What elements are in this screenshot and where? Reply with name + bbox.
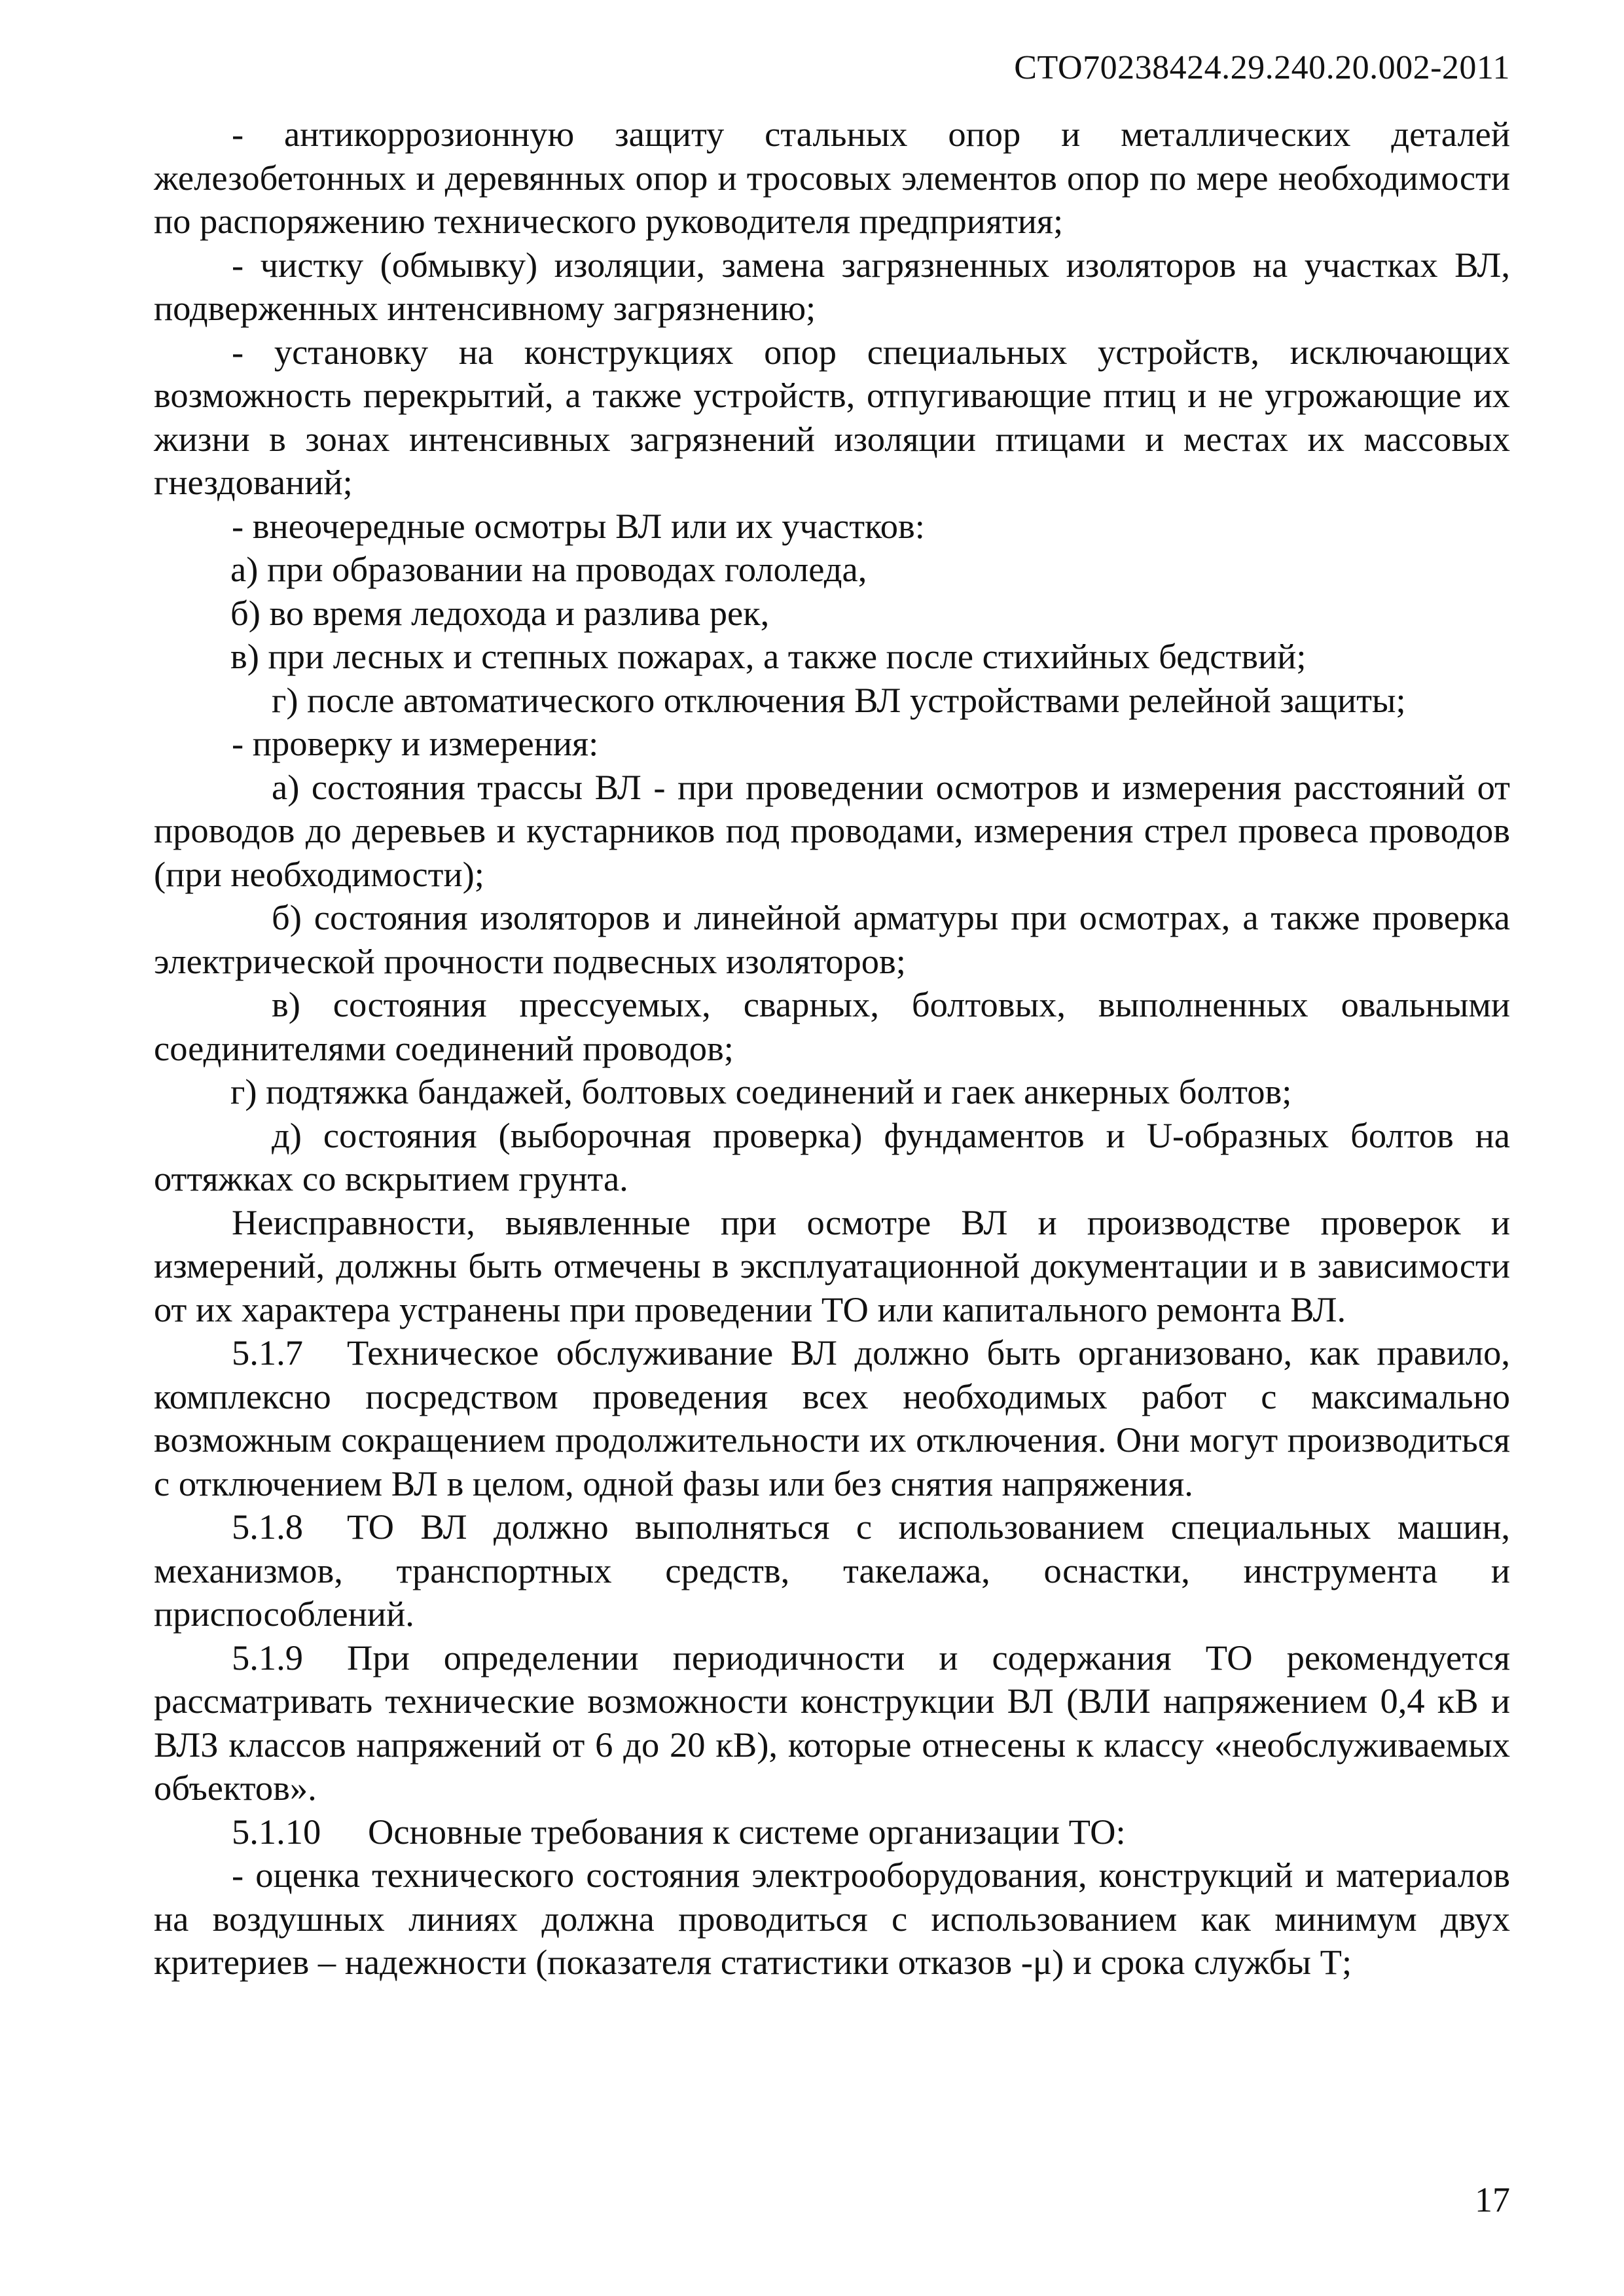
section-5-1-9 [154,1636,1510,1810]
section-text: ТО ВЛ должно выполняться с использованием специальных машин, механизмов, транспортных средств, такелажа, оснастки, инструмента и приспособлений. [154,1507,1510,1634]
paragraph-extra-inspections: - внеочередные осмотры ВЛ или их участков: [232,505,925,546]
list-item-a-route: а) состояния трассы ВЛ - при проведении осмотров и измерения расстояний от проводов до деревьев и кустарников под проводами, измерения стрел провеса проводов (при необходимости); [154,766,1510,894]
section-5-1-10 [154,1810,1510,1854]
page-number: 17 [1475,2180,1510,2219]
paragraph-anticorrosion: - антикоррозионную защиту стальных опор и металлических деталей железобетонных и деревянных опор и тросовых элементов опор по мере необходимости по распоряжению технического руководителя предприятия; [154,114,1510,241]
list-item-d-foundations: д) состояния (выборочная проверка) фундаментов и U-образных болтов на оттяжках со вскрытием грунта. [154,1115,1510,1198]
section-text: Техническое обслуживание ВЛ должно быть организовано, как правило, комплексно посредством проведения всех необходимых работ с максимально возможным сокращением продолжительности их отключения. Они могут производиться с отключением ВЛ в целом, одной фазы или без снятия напряжения. [154,1333,1510,1503]
paragraph-faults: Неисправности, выявленные при осмотре ВЛ и производстве проверок и измерений, должны быть отмечены в эксплуатационной документации и в зависимости от их характера устранены при проведении ТО или капитального ремонта ВЛ. [154,1202,1510,1329]
list-item-b-ice-drift: б) во время ледохода и разлива рек, [230,592,770,633]
paragraph-insulation-cleaning: - чистку (обмывку) изоляции, замена загрязненных изоляторов на участках ВЛ, подверженных интенсивному загрязнению; [154,244,1510,328]
list-item-g-bandages: г) подтяжка бандажей, болтовых соединений и гаек анкерных болтов; [230,1071,1292,1111]
list-item-a-icing: а) при образовании на проводах гололеда, [230,549,867,589]
paragraph-checks-measurements: - проверку и измерения: [232,723,599,763]
section-number: 5.1.7 [232,1333,303,1372]
page-body [154,113,1510,1984]
section-text: При определении периодичности и содержания ТО рекомендуется рассматривать технические возможности конструкции ВЛ (ВЛИ напряжением 0,4 кВ и ВЛЗ классов напряжений от 6 до 20 кВ), которые отнесены к классу «необслуживаемых объектов». [154,1637,1510,1808]
section-number: 5.1.9 [232,1637,303,1677]
paragraph-condition-assessment: - оценка технического состояния электрооборудования, конструкций и материалов на воздушных линиях должна проводиться с использованием как минимум двух критериев – надежности (показателя статистики отказов -μ) и срока службы Т; [154,1855,1510,1982]
section-number: 5.1.8 [232,1507,303,1547]
list-item-g-relay-trip: г) после автоматического отключения ВЛ устройствами релейной защиты; [272,679,1406,720]
section-number: 5.1.10 [232,1811,321,1852]
list-item-v-connections: в) состояния прессуемых, сварных, болтовых, выполненных овальными соединителями соединений проводов; [154,984,1510,1068]
section-text: Основные требования к системе организации ТО: [368,1811,1126,1852]
list-item-v-fires: в) при лесных и степных пожарах, а также после стихийных бедствий; [230,636,1307,676]
section-5-1-8 [154,1505,1510,1636]
document-code: СТО70238424.29.240.20.002-2011 [1014,49,1510,86]
list-item-b-insulators: б) состояния изоляторов и линейной арматуры при осмотрах, а также проверка электрической прочности подвесных изоляторов; [154,897,1510,981]
paragraph-bird-devices: - установку на конструкциях опор специальных устройств, исключающих возможность перекрытий, а также устройств, отпугивающие птиц и не угрожающие их жизни в зонах интенсивных загрязнений изоляции птицами и местах их массовых гнездований; [154,331,1510,502]
section-5-1-7 [154,1331,1510,1505]
